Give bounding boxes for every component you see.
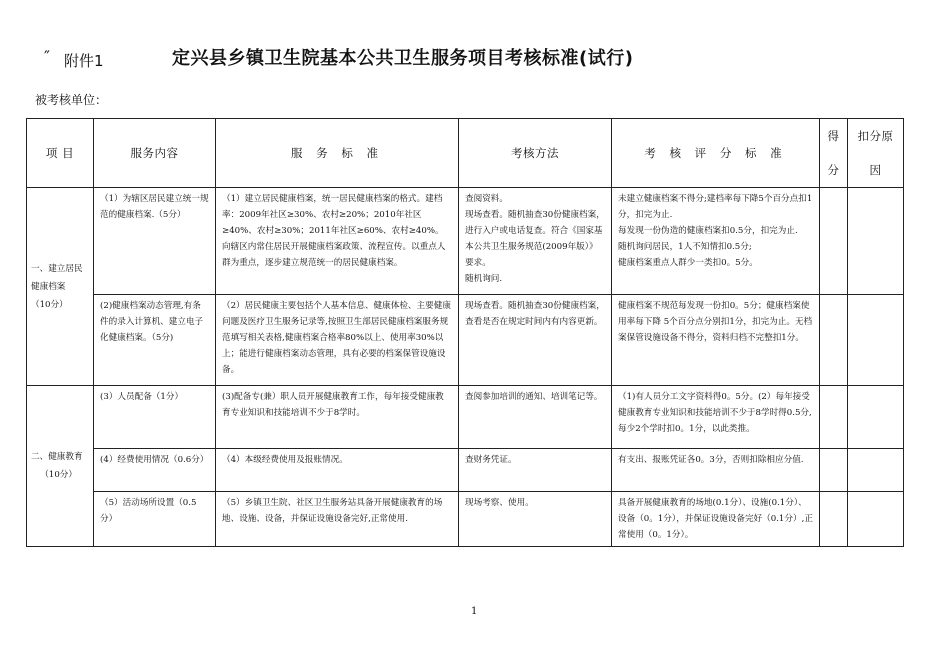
score-cell[interactable]: [820, 188, 848, 295]
score-cell[interactable]: [820, 386, 848, 449]
scoring-line: 未建立健康档案不得分;建档率每下降5个百分点扣1分，扣完为止.: [618, 194, 813, 220]
project-line: （10分）: [40, 470, 77, 480]
project-line: （10分）: [31, 299, 68, 310]
scoring-line: 随机询问居民，1人不知情扣0.5分;: [618, 242, 752, 252]
col-header-method: 考核方法: [459, 119, 612, 188]
method-cell: 现场查看。随机抽查30份健康档案，查看是否在规定时间内有内容更新。: [459, 295, 612, 386]
col-header-scoring: 考 核 评 分 标 准: [612, 119, 820, 188]
standard-cell: （1）建立居民健康档案，统一居民健康档案的格式。建档率：2009年社区≥30%、农村≥20%；2010年社区≥40%、农村≥30%；2011年社区≥60%、农村≥40%。向辖区内常住居民开展健康档案政策、流程宣传。以重点人群为重点，逐步建立规范统一的居民健康档案。: [216, 188, 459, 295]
table-row: [27, 492, 904, 547]
score-cell[interactable]: [820, 295, 848, 386]
content-cell: （5）活动场所设置（0.5分）: [94, 492, 216, 547]
content-cell: (2)健康档案动态管理,有条件的录入计算机、建立电子化健康档案。（5分): [94, 295, 216, 386]
scoring-line: 健康档案重点人群少一类扣0。5分。: [618, 258, 758, 268]
assessment-table: [26, 118, 904, 547]
standard-cell: （4）本级经费使用及报账情况。: [216, 449, 459, 492]
col-header-project: 项 目: [27, 119, 94, 188]
col-header-score: [820, 119, 848, 188]
method-cell: 查财务凭证。: [459, 449, 612, 492]
project-line: 健康档案: [31, 281, 66, 292]
table-row: [27, 188, 904, 295]
standard-cell: （5）乡镇卫生院、社区卫生服务站具备开展健康教育的场地、设施、设备，并保证设施设备完好,正常使用.: [216, 492, 459, 547]
method-cell: [459, 188, 612, 295]
project-cell: [27, 386, 94, 547]
content-cell: (3）人员配备（1分）: [94, 386, 216, 449]
method-line: 查阅资料。: [465, 194, 508, 204]
col-header-standard: 服 务 标 准: [216, 119, 459, 188]
method-cell: 现场考察、使用。: [459, 492, 612, 547]
method-line: 现场查看。随机抽查30份健康档案，进行入户或电话复查。符合《国家基本公共卫生服务规范(2009年版）》要求。: [465, 210, 605, 268]
attachment-label: 附件1: [64, 52, 104, 70]
scoring-line: 每发现一份伪造的健康档案扣0.5分，扣完为止.: [618, 226, 798, 236]
col-header-deduct-line1: 扣分原: [857, 129, 894, 143]
col-header-content: 服务内容: [94, 119, 216, 188]
standard-cell: （2）居民健康主要包括个人基本信息、健康体检、主要健康问题及医疗卫生服务记录等,按照卫生部居民健康档案服务规范填写相关表格,健康档案合格率80%以上、使用率30%以上；能进行健康档案动态管理，具有必要的档案保管设施设备。: [216, 295, 459, 386]
score-cell[interactable]: [820, 449, 848, 492]
table-row: [27, 449, 904, 492]
scoring-cell: 具备开展健康教育的场地(0.1分）、设施(0.1分）、设备（0。1分），并保证设施设备完好（0.1分）,正常使用（0。1分）。: [612, 492, 820, 547]
col-header-deduct-reason: [848, 119, 904, 188]
scoring-cell: （1)有人员分工文字资料得0。5分。(2）每年接受健康教育专业知识和技能培训不少于8学时得0.5分,每少2个学时扣0。1分，以此类推。: [612, 386, 820, 449]
project-line: 二、健康教育: [31, 452, 83, 462]
col-header-score-line1: 得: [827, 129, 840, 143]
project-line: 一、建立居民: [31, 263, 83, 274]
content-cell: (4）经费使用情况（0.6分）: [94, 449, 216, 492]
evaluated-unit-label: 被考核单位：: [35, 93, 108, 107]
score-cell[interactable]: [820, 492, 848, 547]
method-line: 随机询问.: [465, 274, 503, 284]
scoring-cell: [612, 188, 820, 295]
deduct-reason-cell[interactable]: [848, 295, 904, 386]
project-cell: [27, 188, 94, 386]
deduct-reason-cell[interactable]: [848, 188, 904, 295]
header-mark: ″: [44, 47, 50, 66]
page-number: 1: [471, 606, 478, 617]
col-header-deduct-line2: 因: [869, 163, 882, 177]
standard-cell: (3)配备专(兼）职人员开展健康教育工作，每年接受健康教育专业知识和技能培训不少于8学时。: [216, 386, 459, 449]
col-header-score-line2: 分: [827, 163, 840, 177]
method-cell: 查阅参加培训的通知、培训笔记等。: [459, 386, 612, 449]
table-header-row: [27, 119, 904, 188]
deduct-reason-cell[interactable]: [848, 492, 904, 547]
deduct-reason-cell[interactable]: [848, 449, 904, 492]
scoring-cell: 有支出、报账凭证各0。3分，否则扣除相应分值.: [612, 449, 820, 492]
table-row: [27, 386, 904, 449]
document-title: 定兴县乡镇卫生院基本公共卫生服务项目考核标准(试行): [172, 48, 634, 69]
table-row: [27, 295, 904, 386]
content-cell: （1）为辖区居民建立统一规范的健康档案.（5分）: [94, 188, 216, 295]
deduct-reason-cell[interactable]: [848, 386, 904, 449]
scoring-cell: 健康档案不规范每发现一份扣0。5分；健康档案使用率每下降 5个百分点分别扣1分，扣完为止。无档案保管设施设备不得分，资料归档不完整扣1分。: [612, 295, 820, 386]
